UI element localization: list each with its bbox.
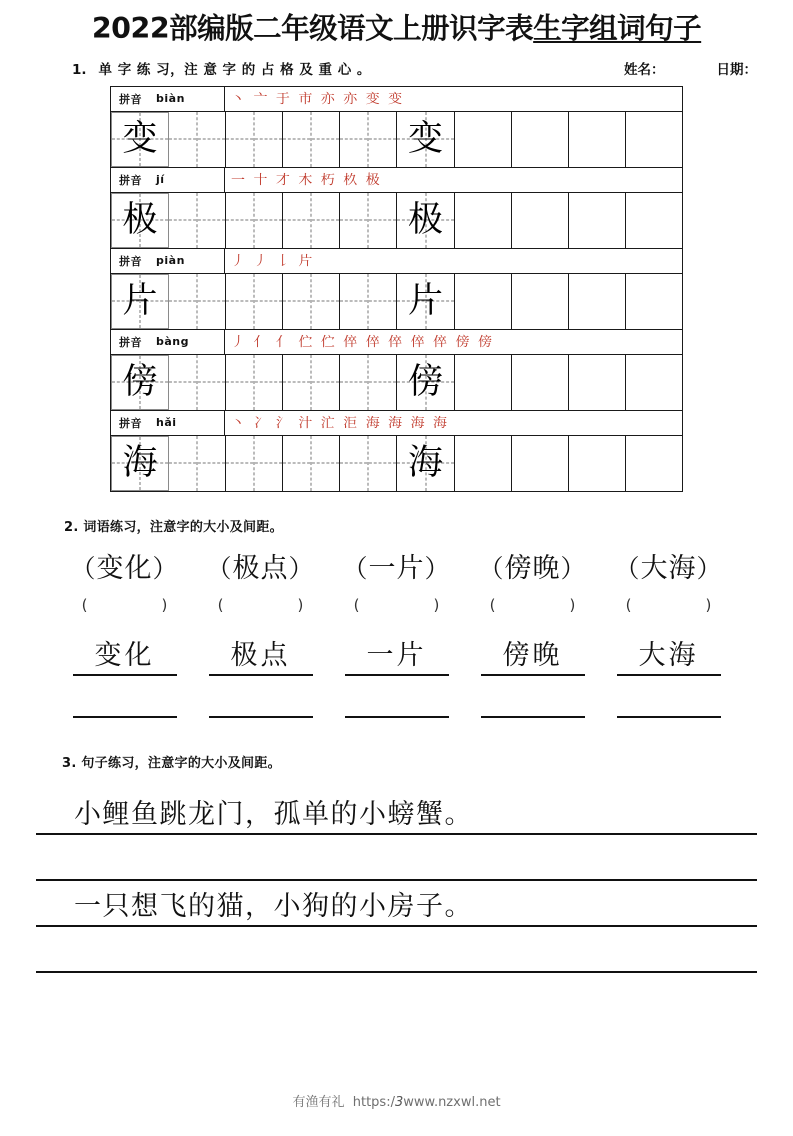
sentence-text: 小鲤鱼跳龙门，孤单的小螃蟹。 bbox=[74, 798, 473, 830]
word-underlined bbox=[602, 640, 736, 676]
blank-practice-cell[interactable] bbox=[455, 355, 512, 410]
blank-practice-cell[interactable] bbox=[569, 355, 626, 410]
word-text: 变化 bbox=[96, 552, 153, 584]
paren-open: ( bbox=[353, 595, 360, 614]
word-underlined bbox=[58, 640, 192, 676]
word-text: 极点 bbox=[232, 552, 289, 584]
sentence-blank-line[interactable] bbox=[36, 927, 757, 973]
practice-character: 傍 bbox=[122, 361, 158, 402]
pinyin-stroke-row bbox=[111, 330, 682, 355]
footer-brand: 有渔有礼 bbox=[292, 1095, 345, 1110]
blank-practice-cell[interactable] bbox=[283, 436, 340, 491]
blank-practice-cell[interactable] bbox=[512, 355, 569, 410]
word-text: 傍晚 bbox=[502, 639, 563, 671]
blank-practice-cell[interactable] bbox=[340, 193, 397, 248]
sentence-text: 一只想飞的猫，小狗的小房子。 bbox=[74, 890, 473, 922]
word-blank-line[interactable] bbox=[602, 716, 736, 718]
page-title-underlined: 生字组词句子 bbox=[533, 12, 702, 45]
word-underlined bbox=[194, 640, 328, 676]
practice-character: 海 bbox=[408, 442, 444, 483]
character-practice-block bbox=[111, 249, 682, 330]
paren-open: （ bbox=[70, 553, 97, 583]
pinyin-label: 拼音 bbox=[119, 416, 142, 430]
paren-open: （ bbox=[478, 553, 505, 583]
blank-practice-cell[interactable] bbox=[569, 112, 626, 167]
character-grid-row bbox=[111, 436, 682, 492]
word-parenthesized bbox=[194, 553, 328, 584]
word-blank-paren[interactable] bbox=[466, 596, 600, 614]
pinyin-stroke-row bbox=[111, 249, 682, 274]
practice-character: 傍 bbox=[408, 361, 444, 402]
practice-character: 极 bbox=[408, 199, 444, 240]
blank-rule-line bbox=[73, 716, 177, 718]
blank-practice-cell[interactable] bbox=[626, 436, 682, 491]
sentence-line bbox=[36, 881, 757, 927]
stroke-order-cell bbox=[225, 87, 682, 111]
practice-character: 片 bbox=[408, 280, 444, 321]
model-character-cell[interactable] bbox=[111, 436, 169, 491]
name-field-label: 姓名： bbox=[624, 61, 665, 78]
word-blank-paren[interactable] bbox=[330, 596, 464, 614]
echo-character-cell[interactable] bbox=[397, 193, 454, 248]
word-text: 一片 bbox=[368, 552, 425, 584]
word-blank-paren[interactable] bbox=[58, 596, 192, 614]
paren-open: （ bbox=[206, 553, 233, 583]
paren-open: （ bbox=[614, 553, 641, 583]
word-parenthesized bbox=[330, 553, 464, 584]
word-underlined bbox=[330, 640, 464, 676]
word-rule-line bbox=[73, 674, 177, 676]
character-practice-block bbox=[111, 87, 682, 168]
word-blank-paren[interactable] bbox=[602, 596, 736, 614]
blank-practice-cell[interactable] bbox=[226, 112, 283, 167]
worksheet-page bbox=[0, 14, 793, 1136]
word-text: 一片 bbox=[366, 639, 427, 671]
word-rule-line bbox=[345, 674, 449, 676]
paren-open: ( bbox=[81, 595, 88, 614]
section3-instruction: 句子练习，注意字的大小及间距。 bbox=[81, 756, 281, 772]
blank-practice-cell[interactable] bbox=[169, 112, 226, 167]
blank-practice-cell[interactable] bbox=[226, 355, 283, 410]
blank-practice-cell[interactable] bbox=[169, 274, 226, 329]
stroke-order-sequence: 丿 亻 亻 伫 伫 倅 倅 倅 倅 倅 傍 傍 bbox=[231, 334, 494, 350]
blank-practice-cell[interactable] bbox=[283, 112, 340, 167]
blank-practice-cell[interactable] bbox=[283, 355, 340, 410]
echo-character-cell[interactable] bbox=[397, 436, 454, 491]
blank-practice-cell[interactable] bbox=[626, 193, 682, 248]
character-practice-block bbox=[111, 168, 682, 249]
stroke-order-cell bbox=[225, 330, 682, 354]
pinyin-cell bbox=[111, 87, 225, 111]
model-character-cell[interactable] bbox=[111, 274, 169, 329]
blank-practice-cell[interactable] bbox=[340, 355, 397, 410]
blank-practice-cell[interactable] bbox=[283, 274, 340, 329]
word-blank-line[interactable] bbox=[58, 716, 192, 718]
pinyin-cell bbox=[111, 411, 225, 435]
word-list-parenthesized bbox=[0, 553, 793, 584]
word-blank-line[interactable] bbox=[466, 716, 600, 718]
practice-character: 片 bbox=[122, 280, 158, 321]
blank-practice-cell[interactable] bbox=[226, 193, 283, 248]
stroke-order-cell bbox=[225, 411, 682, 435]
model-character-cell[interactable] bbox=[111, 355, 169, 410]
character-practice-block bbox=[111, 330, 682, 411]
page-number: 3 bbox=[394, 1095, 404, 1110]
stroke-order-sequence: 丿 丿 𠄌 片 bbox=[231, 253, 315, 269]
pinyin-stroke-row bbox=[111, 411, 682, 436]
blank-practice-cell[interactable] bbox=[283, 193, 340, 248]
blank-practice-cell[interactable] bbox=[340, 274, 397, 329]
paren-close: ) bbox=[705, 595, 712, 614]
paren-close: ） bbox=[560, 553, 587, 583]
pinyin-cell bbox=[111, 249, 225, 273]
section2-number: 2. bbox=[64, 519, 79, 535]
word-underlined bbox=[466, 640, 600, 676]
paren-close: ) bbox=[569, 595, 576, 614]
blank-practice-cell[interactable] bbox=[569, 193, 626, 248]
pinyin-value: jí bbox=[156, 173, 165, 187]
blank-practice-cell[interactable] bbox=[512, 274, 569, 329]
word-text: 变化 bbox=[94, 639, 155, 671]
sentence-line bbox=[36, 789, 757, 835]
pinyin-value: biàn bbox=[156, 92, 185, 106]
word-blank-lines-row bbox=[0, 716, 793, 718]
blank-practice-cell[interactable] bbox=[455, 193, 512, 248]
pinyin-value: piàn bbox=[156, 254, 185, 268]
paren-close: ) bbox=[297, 595, 304, 614]
echo-character-cell[interactable] bbox=[397, 355, 454, 410]
footer-url-part1: https:/ bbox=[352, 1095, 395, 1110]
pinyin-value: hǎi bbox=[156, 416, 177, 430]
pinyin-value: bàng bbox=[156, 335, 190, 349]
echo-character-cell[interactable] bbox=[397, 112, 454, 167]
footer-watermark bbox=[0, 1091, 793, 1110]
blank-practice-cell[interactable] bbox=[226, 274, 283, 329]
word-list-underlined bbox=[0, 640, 793, 676]
blank-rule-line bbox=[481, 716, 585, 718]
stroke-order-sequence: 丶 亠 于 市 亦 亦 变 变 bbox=[231, 91, 405, 107]
blank-rule-line bbox=[617, 716, 721, 718]
word-blank-paren[interactable] bbox=[194, 596, 328, 614]
section1-instruction: 单 字 练 习，注 意 字 的 占 格 及 重 心 。 bbox=[98, 61, 371, 78]
pinyin-stroke-row bbox=[111, 87, 682, 112]
paren-open: ( bbox=[217, 595, 224, 614]
character-grid-row bbox=[111, 193, 682, 249]
practice-character: 海 bbox=[122, 442, 158, 483]
model-character-cell[interactable] bbox=[111, 112, 169, 167]
paren-close: ） bbox=[696, 553, 723, 583]
blank-practice-cell[interactable] bbox=[512, 193, 569, 248]
word-rule-line bbox=[481, 674, 585, 676]
model-character-cell[interactable] bbox=[111, 193, 169, 248]
word-parenthesized bbox=[602, 553, 736, 584]
stroke-order-sequence: 一 十 才 木 朽 杦 极 bbox=[231, 172, 382, 188]
character-grid-row bbox=[111, 112, 682, 168]
page-title bbox=[0, 14, 793, 44]
blank-rule-line bbox=[345, 716, 449, 718]
blank-practice-cell[interactable] bbox=[340, 112, 397, 167]
date-field-label: 日期： bbox=[716, 61, 757, 78]
blank-practice-cell[interactable] bbox=[455, 436, 512, 491]
paren-open: ( bbox=[489, 595, 496, 614]
stroke-order-sequence: 丶 冫 氵 汁 汒 洰 海 海 海 海 bbox=[231, 415, 450, 431]
section2-instruction: 词语练习，注意字的大小及间距。 bbox=[83, 519, 283, 535]
blank-practice-cell[interactable] bbox=[626, 112, 682, 167]
character-practice-block bbox=[111, 411, 682, 492]
footer-url-part2: www.nzxwl.net bbox=[403, 1095, 501, 1110]
pinyin-label: 拼音 bbox=[119, 173, 142, 187]
paren-close: ) bbox=[433, 595, 440, 614]
blank-practice-cell[interactable] bbox=[226, 436, 283, 491]
blank-practice-cell[interactable] bbox=[626, 274, 682, 329]
blank-practice-cell[interactable] bbox=[169, 436, 226, 491]
paren-open: ( bbox=[625, 595, 632, 614]
blank-practice-cell[interactable] bbox=[569, 436, 626, 491]
paren-close: ） bbox=[288, 553, 315, 583]
blank-practice-cell[interactable] bbox=[626, 355, 682, 410]
pinyin-cell bbox=[111, 168, 225, 192]
word-text: 大海 bbox=[640, 552, 697, 584]
blank-practice-cell[interactable] bbox=[569, 274, 626, 329]
stroke-order-cell bbox=[225, 168, 682, 192]
echo-character-cell[interactable] bbox=[397, 274, 454, 329]
paren-close: ） bbox=[424, 553, 451, 583]
section3-number: 3. bbox=[62, 756, 77, 772]
word-text: 傍晚 bbox=[504, 552, 561, 584]
section1-number: 1. bbox=[72, 61, 87, 78]
character-practice-table bbox=[110, 86, 683, 492]
blank-practice-cell[interactable] bbox=[455, 112, 512, 167]
pinyin-cell bbox=[111, 330, 225, 354]
pinyin-label: 拼音 bbox=[119, 335, 142, 349]
section2-header bbox=[0, 516, 793, 535]
blank-practice-cell[interactable] bbox=[455, 274, 512, 329]
sentence-blank-line[interactable] bbox=[36, 835, 757, 881]
paren-close: ) bbox=[161, 595, 168, 614]
word-parenthesized bbox=[466, 553, 600, 584]
pinyin-label: 拼音 bbox=[119, 254, 142, 268]
blank-practice-cell[interactable] bbox=[340, 436, 397, 491]
word-blank-parens-row bbox=[0, 596, 793, 614]
word-rule-line bbox=[209, 674, 313, 676]
paren-open: （ bbox=[342, 553, 369, 583]
character-grid-row bbox=[111, 274, 682, 330]
word-parenthesized bbox=[58, 553, 192, 584]
section3-header bbox=[0, 752, 793, 771]
practice-character: 极 bbox=[122, 199, 158, 240]
blank-practice-cell[interactable] bbox=[512, 436, 569, 491]
word-blank-line[interactable] bbox=[194, 716, 328, 718]
practice-character: 变 bbox=[122, 118, 158, 159]
stroke-order-cell bbox=[225, 249, 682, 273]
blank-rule-line bbox=[209, 716, 313, 718]
blank-practice-cell[interactable] bbox=[512, 112, 569, 167]
sentence-practice-block bbox=[0, 789, 793, 973]
paren-close: ） bbox=[152, 553, 179, 583]
word-blank-line[interactable] bbox=[330, 716, 464, 718]
blank-practice-cell[interactable] bbox=[169, 193, 226, 248]
character-grid-row bbox=[111, 355, 682, 411]
word-rule-line bbox=[617, 674, 721, 676]
page-title-main: 2022部编版二年级语文上册识字表 bbox=[91, 12, 534, 45]
pinyin-label: 拼音 bbox=[119, 92, 142, 106]
word-text: 极点 bbox=[230, 639, 291, 671]
blank-practice-cell[interactable] bbox=[169, 355, 226, 410]
section1-header bbox=[0, 58, 793, 78]
pinyin-stroke-row bbox=[111, 168, 682, 193]
word-text: 大海 bbox=[638, 639, 699, 671]
practice-character: 变 bbox=[408, 118, 444, 159]
